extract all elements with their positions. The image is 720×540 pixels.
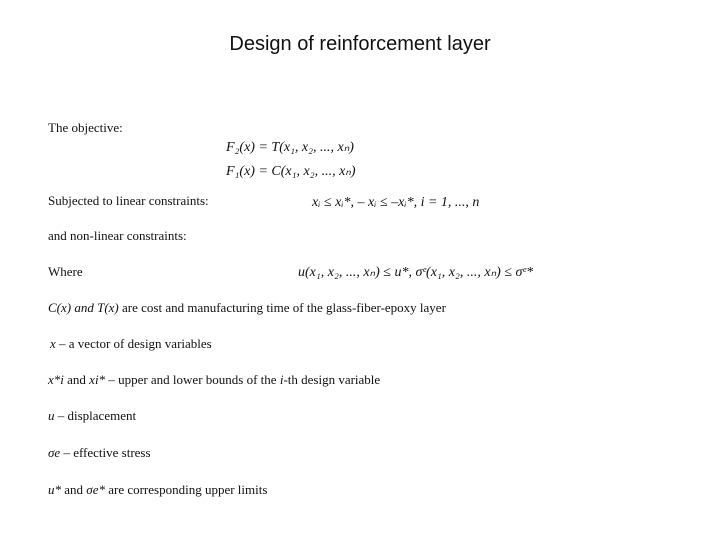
definition-symbol: C(x) and T(x) xyxy=(48,300,119,315)
definition-symbol: σe* xyxy=(86,482,105,497)
nonlinear-constraints-label: and non-linear constraints: xyxy=(48,228,187,243)
definition-text: – upper and lower bounds of the xyxy=(105,372,280,387)
nonlinear-constraint-equation xyxy=(298,264,533,281)
linear-constraint-equation xyxy=(312,195,479,211)
definition-text: – effective stress xyxy=(60,445,151,460)
definition-upper-limits xyxy=(48,482,267,498)
equation-text: u(x₁, x₂, ..., xₙ) ≤ u*, σᵉ(x₁, x₂, ..., xₙ) ≤ σᵉ* xyxy=(298,265,534,280)
objective-equation-f1 xyxy=(226,163,356,180)
definition-symbol: x xyxy=(50,336,56,351)
definition-text: and xyxy=(61,482,87,497)
definition-displacement xyxy=(48,408,136,424)
linear-constraints-label: Subjected to linear constraints: xyxy=(48,193,209,208)
definition-symbol: i xyxy=(279,372,284,387)
definition-text: – displacement xyxy=(54,408,137,423)
definition-symbol: xi* xyxy=(89,372,106,387)
definition-text: are corresponding upper limits xyxy=(104,482,268,497)
where-label: Where xyxy=(48,264,83,279)
objective-label: The objective: xyxy=(48,120,123,135)
slide-title: Design of reinforcement layer xyxy=(229,33,491,55)
definition-symbol: x*i xyxy=(48,372,64,387)
definition-symbol: u* xyxy=(48,482,61,497)
definition-text: are cost and manufacturing time of the glass-fiber-epoxy layer xyxy=(118,300,446,315)
definition-symbol: u xyxy=(48,408,55,423)
definition-text: and xyxy=(63,372,90,387)
equation-text: xᵢ ≤ xᵢ*, – xᵢ ≤ –xᵢ*, i = 1, ..., n xyxy=(312,195,480,210)
definition-text: -th design variable xyxy=(283,372,381,387)
definition-symbol: σe xyxy=(48,445,61,460)
equation-text: F₁(x) = C(x₁, x₂, ..., xₙ) xyxy=(226,164,356,179)
equation-text: F₂(x) = T(x₁, x₂, ..., xₙ) xyxy=(226,140,354,155)
definition-text: – a vector of design variables xyxy=(55,336,212,351)
objective-equation-f2 xyxy=(226,139,354,156)
definition-cost-time xyxy=(48,300,446,316)
definition-bounds xyxy=(48,372,380,388)
definition-effective-stress xyxy=(48,445,151,461)
definition-x xyxy=(50,336,212,352)
